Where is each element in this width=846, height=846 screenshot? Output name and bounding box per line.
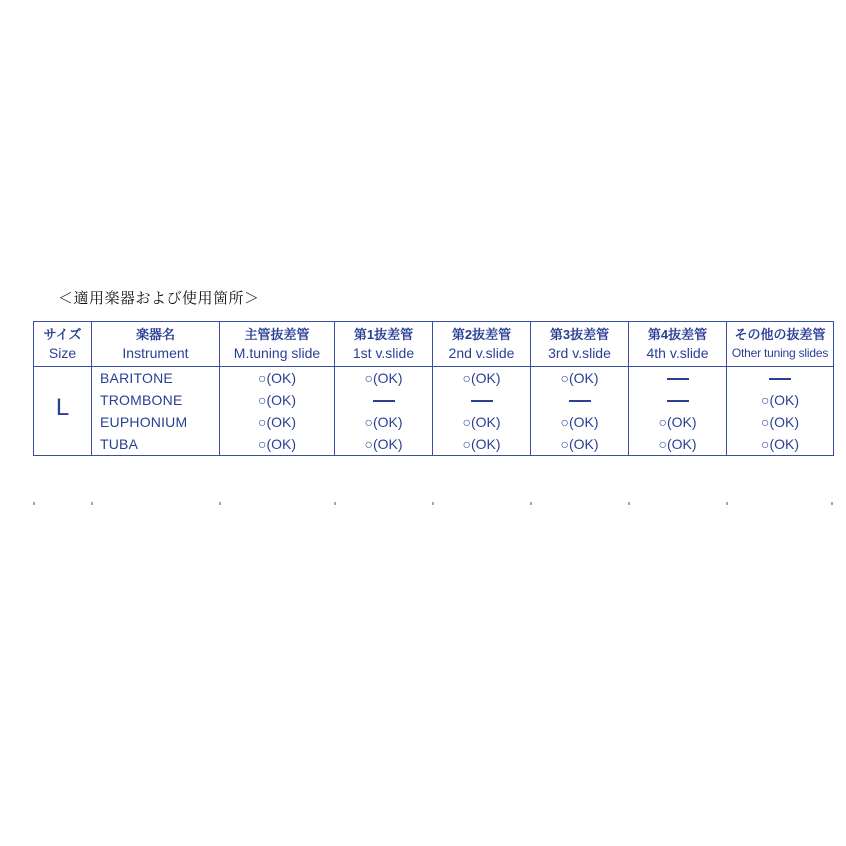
dash-icon (569, 400, 591, 402)
tick-mark (628, 502, 630, 505)
dash-icon (373, 400, 395, 402)
instrument-name: EUPHONIUM (92, 411, 220, 433)
ok-mark: ○(OK) (531, 411, 629, 433)
ok-mark: ○(OK) (335, 411, 433, 433)
not-applicable-cell (629, 389, 727, 411)
ok-mark: ○(OK) (433, 367, 531, 390)
header-size: サイズ Size (34, 322, 92, 367)
ok-mark: ○(OK) (531, 367, 629, 390)
table-row (34, 411, 834, 433)
ok-mark: ○(OK) (220, 433, 335, 456)
header-other-tuning-slides: その他の抜差管 Other tuning slides (727, 322, 834, 367)
ok-mark: ○(OK) (220, 367, 335, 390)
ok-mark: ○(OK) (727, 411, 834, 433)
header-1st-valve-slide: 第1抜差管 1st v.slide (335, 322, 433, 367)
dash-icon (471, 400, 493, 402)
not-applicable-cell (629, 367, 727, 390)
not-applicable-cell (433, 389, 531, 411)
ok-mark: ○(OK) (727, 433, 834, 456)
header-instrument: 楽器名 Instrument (92, 322, 220, 367)
not-applicable-cell (335, 389, 433, 411)
table-row (34, 367, 834, 390)
table-caption: ＜適用楽器および使用箇所＞ (58, 289, 260, 307)
size-cell: L (34, 367, 92, 456)
ok-mark: ○(OK) (531, 433, 629, 456)
header-3rd-valve-slide: 第3抜差管 3rd v.slide (531, 322, 629, 367)
not-applicable-cell (727, 367, 834, 390)
header-4th-valve-slide: 第4抜差管 4th v.slide (629, 322, 727, 367)
ok-mark: ○(OK) (433, 411, 531, 433)
tick-mark (831, 502, 833, 505)
not-applicable-cell (531, 389, 629, 411)
tick-mark (432, 502, 434, 505)
header-2nd-valve-slide: 第2抜差管 2nd v.slide (433, 322, 531, 367)
header-row (34, 322, 834, 367)
ok-mark: ○(OK) (629, 411, 727, 433)
ok-mark: ○(OK) (433, 433, 531, 456)
header-main-tuning-slide: 主管抜差管 M.tuning slide (220, 322, 335, 367)
table-row (34, 433, 834, 456)
tick-mark (91, 502, 93, 505)
ok-mark: ○(OK) (727, 389, 834, 411)
ok-mark: ○(OK) (629, 433, 727, 456)
ok-mark: ○(OK) (220, 389, 335, 411)
instrument-name: TUBA (92, 433, 220, 456)
divider-ticks (33, 502, 833, 505)
tick-mark (33, 502, 35, 505)
tick-mark (219, 502, 221, 505)
ok-mark: ○(OK) (335, 367, 433, 390)
compatibility-table (33, 321, 834, 456)
tick-mark (530, 502, 532, 505)
dash-icon (667, 378, 689, 380)
ok-mark: ○(OK) (335, 433, 433, 456)
dash-icon (667, 400, 689, 402)
ok-mark: ○(OK) (220, 411, 335, 433)
instrument-name: TROMBONE (92, 389, 220, 411)
instrument-name: BARITONE (92, 367, 220, 390)
tick-mark (726, 502, 728, 505)
table-row (34, 389, 834, 411)
tick-mark (334, 502, 336, 505)
dash-icon (769, 378, 791, 380)
